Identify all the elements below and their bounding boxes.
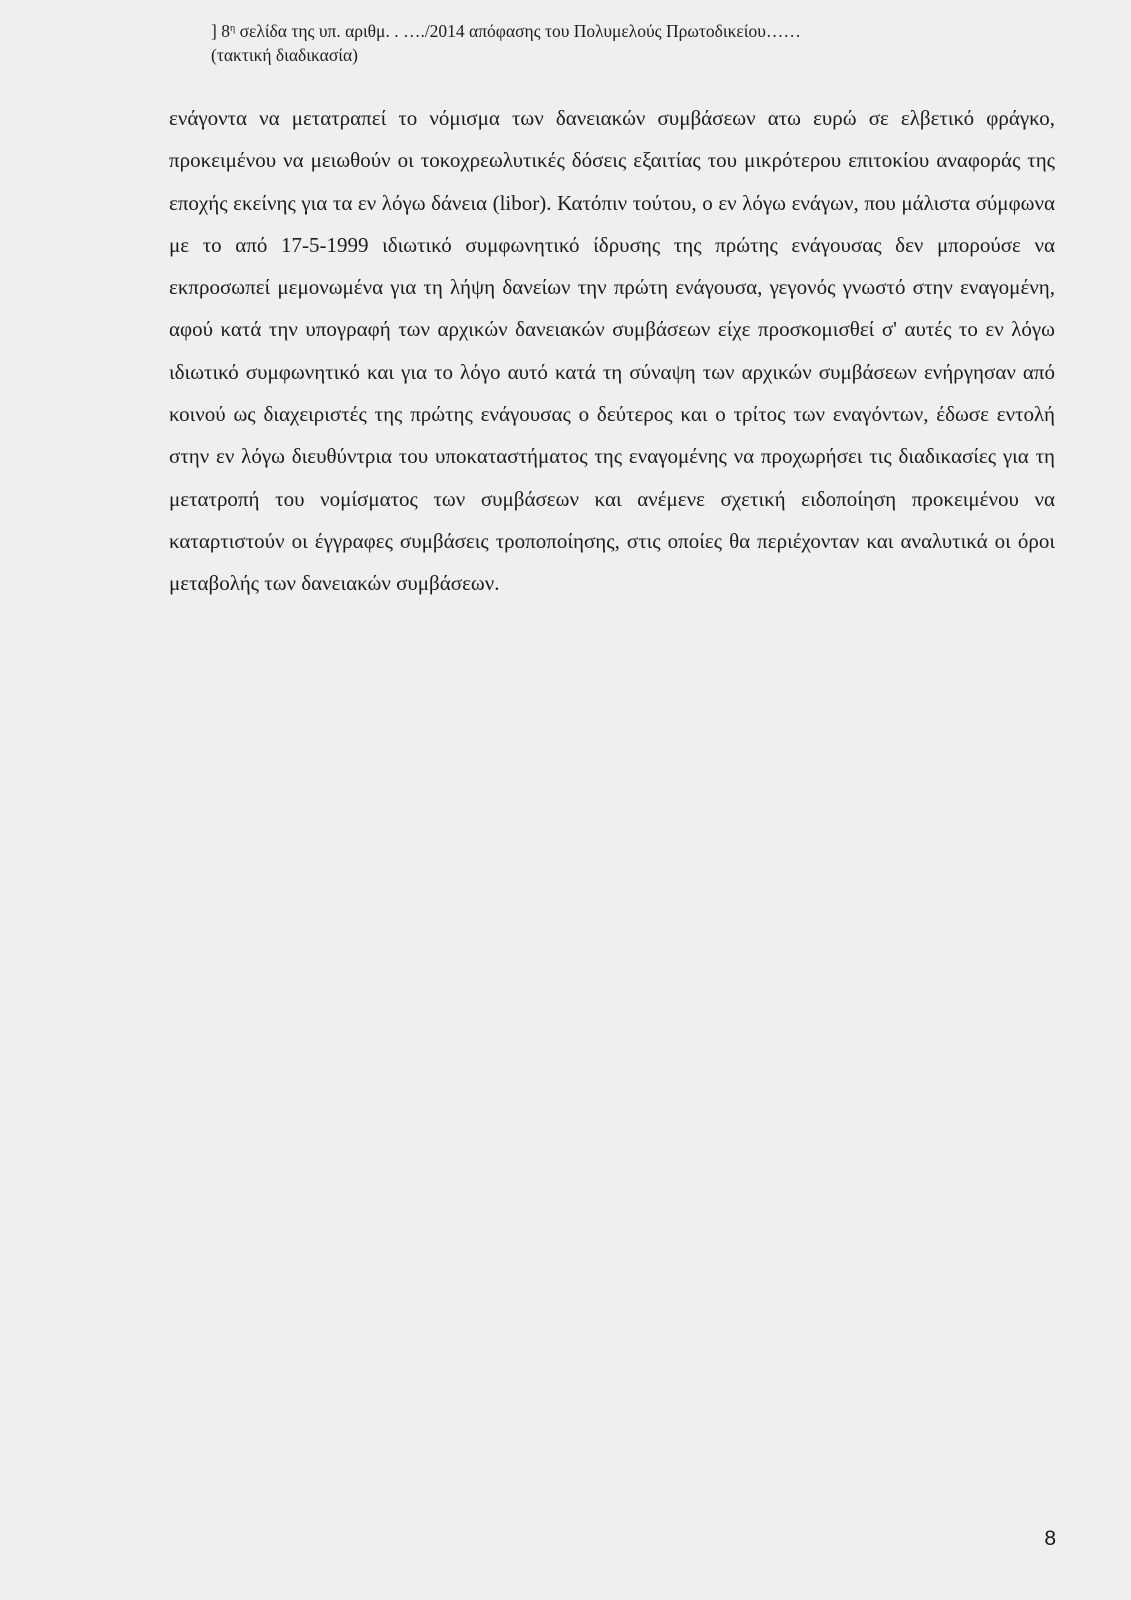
body-paragraph: ενάγοντα να μετατραπεί το νόμισμα των δανειακών συμβάσεων ατω ευρώ σε ελβετικό φράγκο, προκειμένου να μειωθούν οι τοκοχρεωλυτικές δόσεις εξαιτίας του μικρότερου επιτοκίου αναφοράς της εποχής εκείνης για τα εν λόγω δάνεια (libor). Κατόπιν τούτου, ο εν λόγω ενάγων, που μάλιστα σύμφωνα με το από 17-5-1999 ιδιωτικό συμφωνητικό ίδρυσης της πρώτης ενάγουσας δεν μπορούσε να εκπροσωπεί μεμονωμένα για τη λήψη δανείων την πρώτη ενάγουσα, γεγονός γνωστό στην εναγομένη, αφού κατά την υπογραφή των αρχικών δανειακών συμβάσεων είχε προσκομισθεί σ' αυτές το εν λόγω ιδιωτικό συμφωνητικό και για το λόγο αυτό κατά τη σύναψη των αρχικών συμβάσεων ενήργησαν από κοινού ως διαχειριστές της πρώτης ενάγουσας ο δεύτερος και ο τρίτος των εναγόντων, έδωσε εντολή στην εν λόγω διευθύντρια του υποκαταστήματος της εναγομένης να προχωρήσει τις διαδικασίες για τη μετατροπή του νομίσματος των συμβάσεων και ανέμενε σχετική ειδοποίηση προκειμένου να καταρτιστούν οι έγγραφες συμβάσεις τροποποίησης, στις οποίες θα περιέχονταν και αναλυτικά οι όροι μεταβολής των δανειακών συμβάσεων.	[169, 106, 1055, 596]
header-bracket: ] 8	[211, 21, 230, 41]
header-superscript: η	[229, 23, 236, 34]
page-header	[211, 19, 931, 67]
header-title: σελίδα της υπ. αριθμ. . …./2014 απόφασης του Πολυμελούς Πρωτοδικείου……	[235, 21, 801, 41]
header-line-1	[211, 19, 931, 43]
header-line-2: (τακτική διαδικασία)	[211, 45, 358, 65]
document-body	[169, 97, 1055, 605]
page-number: 8	[1044, 1527, 1056, 1550]
